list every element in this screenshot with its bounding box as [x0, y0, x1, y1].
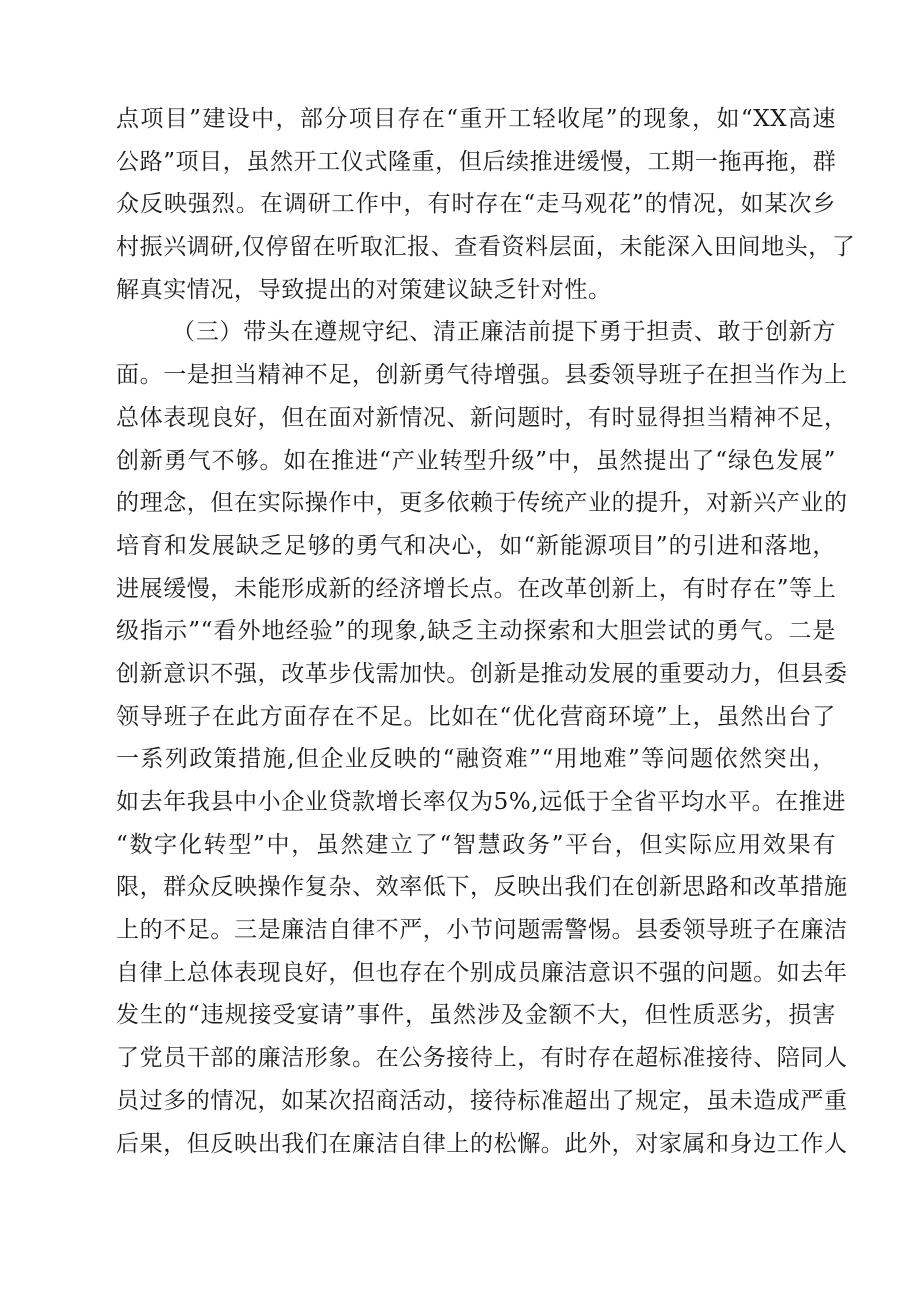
text-line: 发生的“违规接受宴请”事件，虽然涉及金额不大，但性质恶劣，损害	[116, 1002, 836, 1029]
text-line: 创新勇气不够。如在推进“产业转型升级”中，虽然提出了“绿色发展”	[116, 447, 836, 474]
text-line: 点项目”建设中，部分项目存在“重开工轻收尾”的现象，如“XX高速	[116, 106, 836, 132]
text-line: 一系列政策措施,但企业反映的“融资难”“用地难”等问题依然突出，	[116, 746, 836, 773]
text-line: 员过多的情况，如某次招商活动，接待标准超出了规定，虽未造成严重	[116, 1087, 848, 1114]
text-line: 面。一是担当精神不足，创新勇气待增强。县委领导班子在担当作为上	[116, 362, 848, 389]
text-line: 上的不足。三是廉洁自律不严，小节问题需警惕。县委领导班子在廉洁	[116, 917, 848, 944]
text-line: 领导班子在此方面存在不足。比如在“优化营商环境”上，虽然出台了	[116, 703, 836, 730]
text-line: 公路”项目，虽然开工仪式隆重，但后续推进缓慢，工期一拖再拖，群	[116, 148, 837, 175]
text-line: 总体表现良好，但在面对新情况、新问题时，有时显得担当精神不足，	[116, 404, 848, 431]
text-line: 级指示”“看外地经验”的现象,缺乏主动探索和大胆尝试的勇气。二是	[116, 618, 836, 645]
text-line: 创新意识不强，改革步伐需加快。创新是推动发展的重要动力，但县委	[116, 660, 848, 687]
text-line: 了党员干部的廉洁形象。在公务接待上，有时存在超标准接待、陪同人	[116, 1045, 848, 1072]
body-text	[116, 98, 856, 1165]
text-line: 的理念，但在实际操作中，更多依赖于传统产业的提升，对新兴产业的	[116, 490, 848, 517]
text-line: 众反映强烈。在调研工作中，有时存在“走马观花”的情况，如某次乡	[116, 191, 836, 218]
text-line: 如去年我县中小企业贷款增长率仅为5%,远低于全省平均水平。在推进	[116, 789, 846, 815]
text-line: 培育和发展缺乏足够的勇气和决心，如“新能源项目”的引进和落地，	[116, 532, 836, 559]
text-line: “数字化转型”中，虽然建立了“智慧政务”平台，但实际应用效果有	[116, 831, 836, 858]
section-heading-line: （三）带头在遵规守纪、清正廉洁前提下勇于担责、敢于创新方	[172, 319, 836, 346]
text-line: 解真实情况，导致提出的对策建议缺乏针对性。	[116, 276, 612, 303]
text-line: 自律上总体表现良好，但也存在个别成员廉洁意识不强的问题。如去年	[116, 959, 848, 986]
text-line: 村振兴调研,仅停留在听取汇报、查看资料层面，未能深入田间地头，了	[116, 234, 856, 261]
text-line: 后果，但反映出我们在廉洁自律上的松懈。此外，对家属和身边工作人	[116, 1130, 848, 1157]
text-line: 限，群众反映操作复杂、效率低下，反映出我们在创新思路和改革措施	[116, 874, 848, 901]
text-line: 进展缓慢，未能形成新的经济增长点。在改革创新上，有时存在”等上	[116, 575, 837, 602]
